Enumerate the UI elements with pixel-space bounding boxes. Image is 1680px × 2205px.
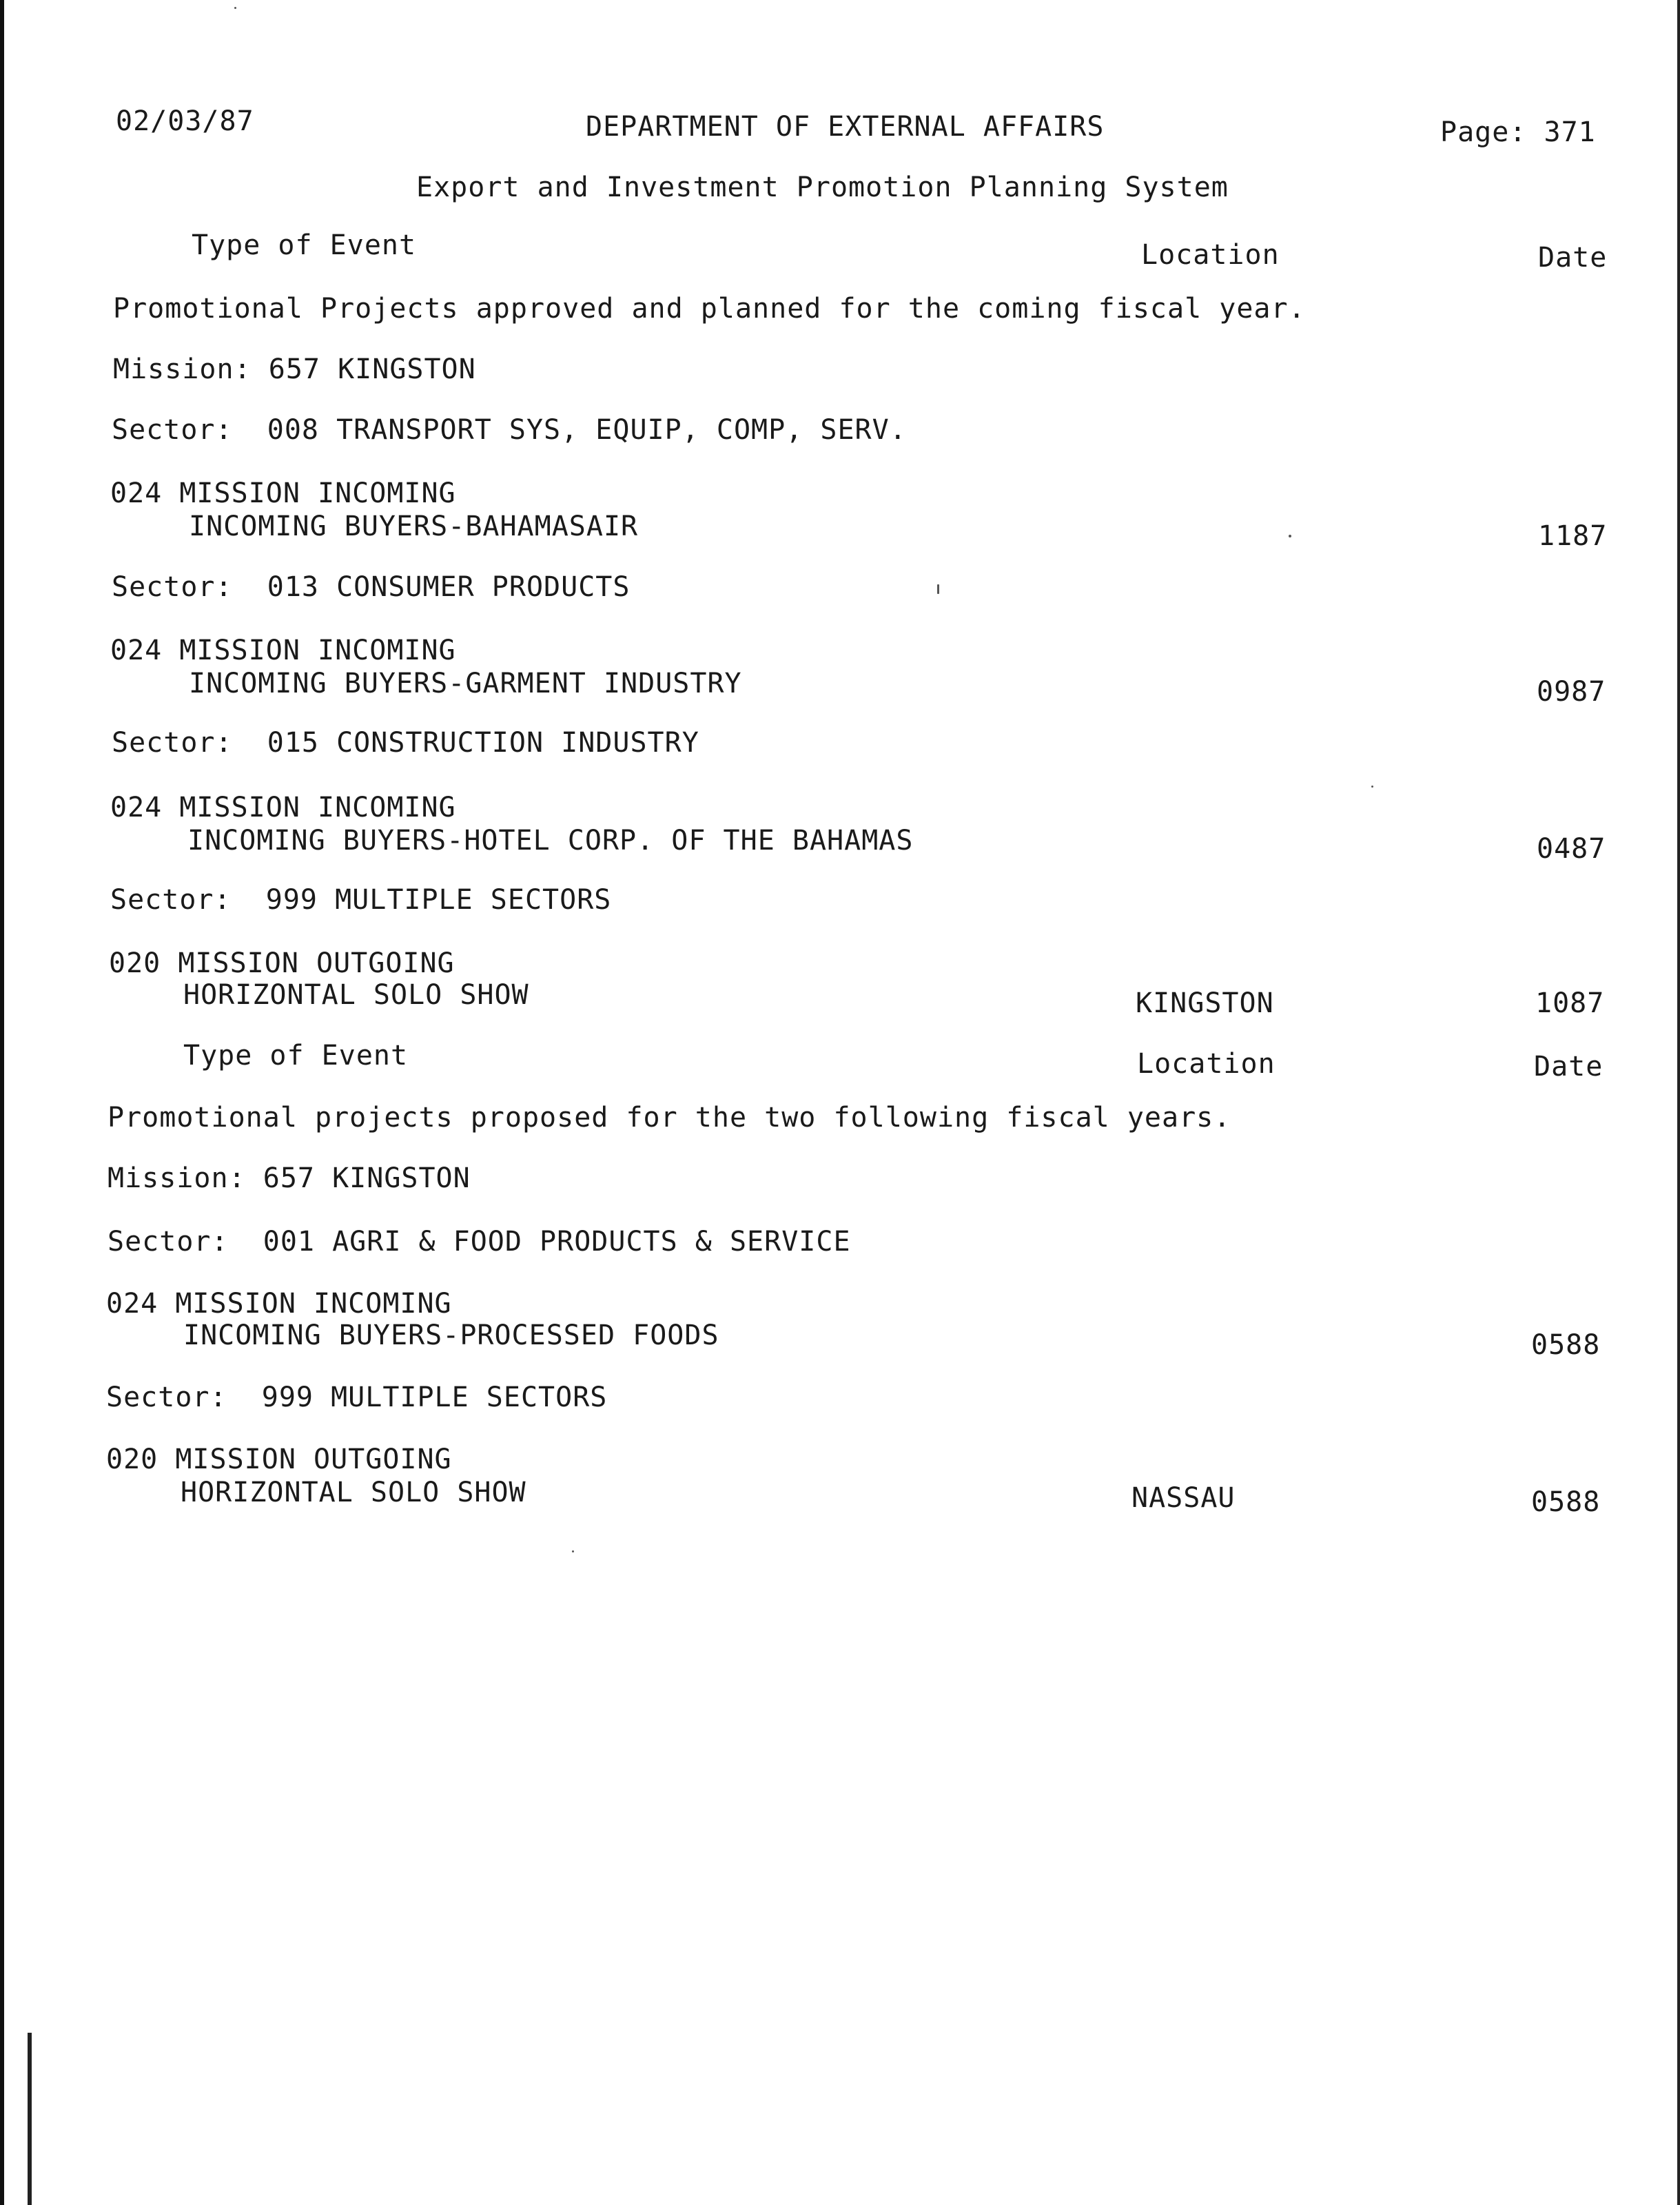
sector-label: Sector: 008 TRANSPORT SYS, EQUIP, COMP, SERV. xyxy=(112,414,907,446)
mission-label: Mission: 657 KINGSTON xyxy=(113,353,476,385)
column-header-type-of-event: Type of Event xyxy=(192,229,417,261)
event-date: 1187 xyxy=(1538,520,1608,552)
system-title: Export and Investment Promotion Planning System xyxy=(416,172,1229,203)
event-type: 024 MISSION INCOMING xyxy=(106,1288,452,1320)
sector-label: Sector: 001 AGRI & FOOD PRODUCTS & SERVICE xyxy=(107,1226,851,1258)
scan-edge-mark xyxy=(28,2033,32,2205)
column-header-date: Date xyxy=(1534,1051,1604,1083)
event-type: 020 MISSION OUTGOING xyxy=(109,947,455,979)
event-type: 024 MISSION INCOMING xyxy=(110,792,456,823)
event-location: NASSAU xyxy=(1131,1482,1236,1514)
event-type: 024 MISSION INCOMING xyxy=(110,478,456,509)
department-title: DEPARTMENT OF EXTERNAL AFFAIRS xyxy=(586,111,1105,143)
scan-speck xyxy=(1289,535,1291,537)
section-heading-approved: Promotional Projects approved and planned for the coming fiscal year. xyxy=(113,293,1306,325)
event-date: 0588 xyxy=(1531,1329,1601,1361)
scan-speck xyxy=(572,1550,574,1552)
event-name: INCOMING BUYERS-BAHAMASAIR xyxy=(189,511,639,542)
scan-speck xyxy=(937,584,939,594)
event-name: INCOMING BUYERS-PROCESSED FOODS xyxy=(183,1320,719,1351)
scan-speck xyxy=(1371,786,1373,788)
event-date: 0987 xyxy=(1537,676,1606,708)
event-date: 0588 xyxy=(1531,1486,1601,1518)
event-name: HORIZONTAL SOLO SHOW xyxy=(183,979,529,1011)
event-name: INCOMING BUYERS-GARMENT INDUSTRY xyxy=(189,668,742,699)
sector-label: Sector: 015 CONSTRUCTION INDUSTRY xyxy=(112,727,699,759)
scan-speck xyxy=(234,7,236,9)
column-header-type-of-event: Type of Event xyxy=(183,1040,409,1071)
event-date: 1087 xyxy=(1535,987,1605,1019)
page-number: Page: 371 xyxy=(1440,116,1596,148)
column-header-location: Location xyxy=(1141,239,1280,271)
section-heading-proposed: Promotional projects proposed for the two following fiscal years. xyxy=(107,1102,1231,1134)
scan-edge-right xyxy=(1677,0,1680,2205)
event-name: INCOMING BUYERS-HOTEL CORP. OF THE BAHAMAS xyxy=(187,825,914,857)
event-name: HORIZONTAL SOLO SHOW xyxy=(181,1477,526,1508)
event-date: 0487 xyxy=(1537,833,1606,865)
sector-label: Sector: 013 CONSUMER PRODUCTS xyxy=(112,571,631,603)
column-header-date: Date xyxy=(1538,242,1608,274)
mission-label: Mission: 657 KINGSTON xyxy=(107,1162,471,1194)
event-location: KINGSTON xyxy=(1136,987,1274,1019)
column-header-location: Location xyxy=(1137,1048,1276,1080)
event-type: 020 MISSION OUTGOING xyxy=(106,1444,452,1475)
report-date: 02/03/87 xyxy=(116,105,254,137)
scan-edge-left xyxy=(0,0,4,2205)
sector-label: Sector: 999 MULTIPLE SECTORS xyxy=(106,1382,608,1413)
sector-label: Sector: 999 MULTIPLE SECTORS xyxy=(110,884,612,916)
event-type: 024 MISSION INCOMING xyxy=(110,635,456,666)
